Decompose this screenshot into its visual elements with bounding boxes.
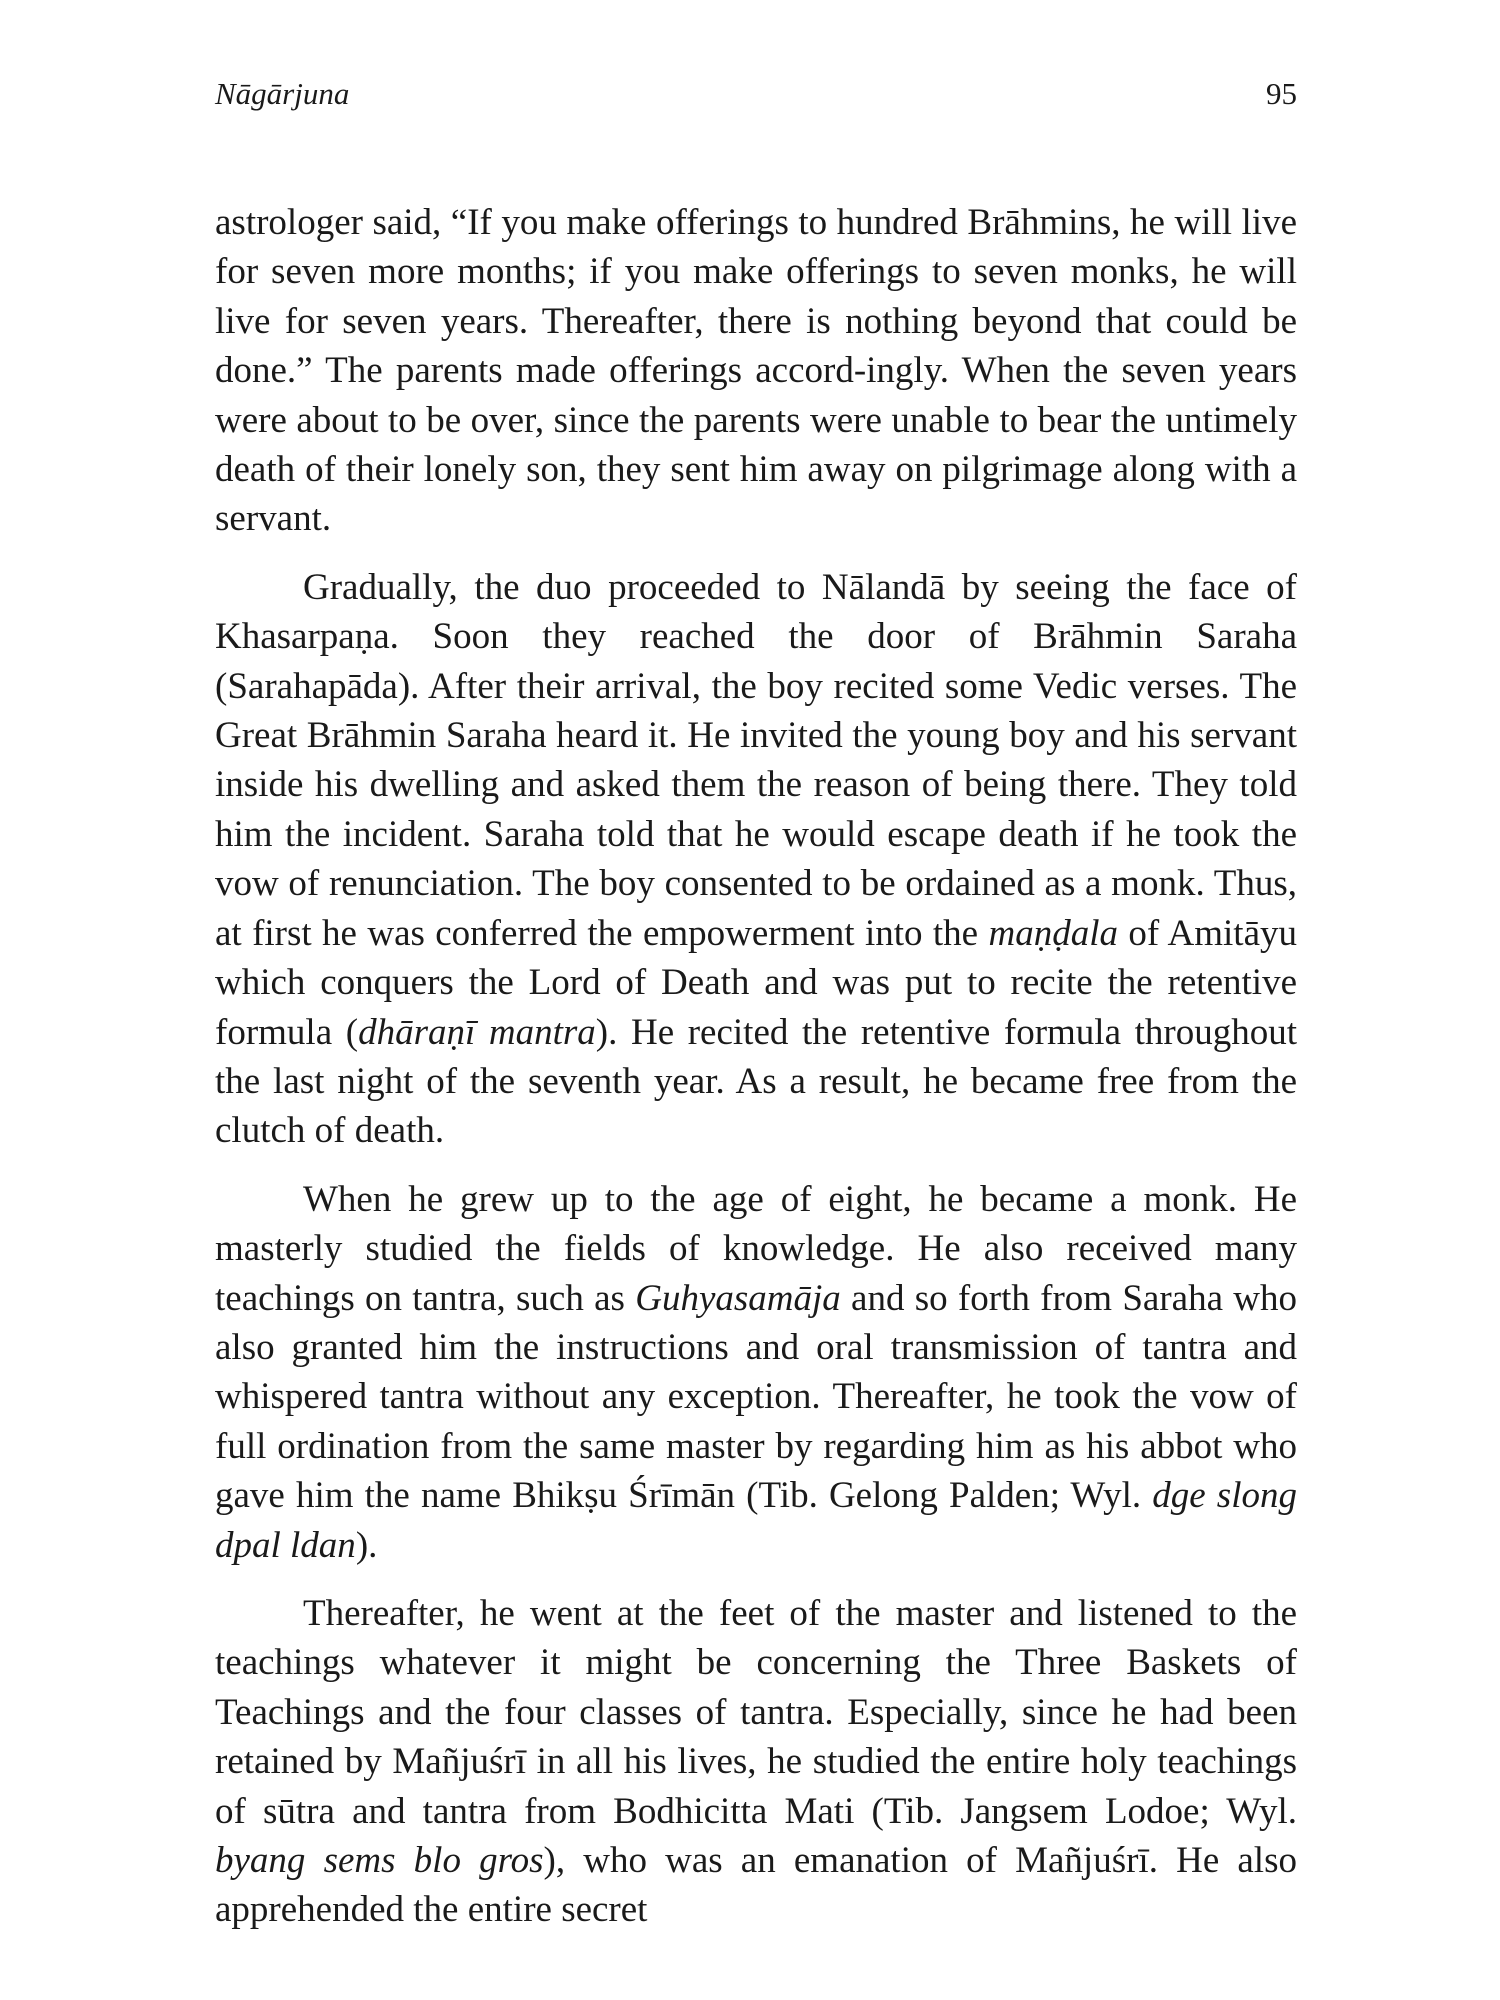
- italic-term: byang sems blo gros: [215, 1840, 544, 1881]
- text-segment: ), who was an emanation of Mañjuśrī. He also apprehended the entire secret: [215, 1840, 1297, 1931]
- text-segment: astrologer said, “If you make offerings to hundred Brāhmins, he will live for seven more months; if you make offerings to seven monks, he will live for seven years. Thereafter, there is nothing beyond that could be done.” The parents made offerings accord-ingly. When the seven years were about to be over, since the parents were unable to bear the untimely death of their lonely son, they sent him away on pilgrimage along with a servant.: [215, 202, 1297, 540]
- page-number: 95: [1266, 76, 1297, 111]
- italic-term: dge slong dpal ldan: [215, 1475, 1297, 1566]
- paragraph-1: [215, 198, 1297, 544]
- text-segment: ).: [355, 1524, 378, 1566]
- text-segment: Gradually, the duo proceeded to Nālandā by seeing the face of Khasarpaṇa. Soon they reached the door of Brāhmin Saraha (Sarahapāda). After their arrival, the boy recited some Vedic verses. The Great Brāhmin Saraha heard it. He invited the young boy and his servant inside his dwelling and asked them the reason of being there. They told him the incident. Saraha told that he would escape death if he took the vow of renunciation. The boy consented to be ordained as a monk. Thus, at first he was conferred the empowerment into the: [215, 566, 1297, 954]
- text-segment: Thereafter, he went at the feet of the master and listened to the teachings whatever it might be concerning the Three Baskets of Teachings and the four classes of tantra. Especially, since he had been retained by Mañjuśrī in all his lives, he studied the entire holy teachings of sūtra and tantra from Bodhicitta Mati (Tib. Jangsem Lodoe; Wyl.: [215, 1592, 1297, 1832]
- text-segment: of Amitāyu which conquers the Lord of Death and was put to recite the retentive formula (: [215, 912, 1297, 1053]
- text-segment: When he grew up to the age of eight, he became a monk. He masterly studied the fields of knowledge. He also received many teachings on tantra, such as: [215, 1178, 1297, 1319]
- paragraph-4: [215, 1589, 1297, 1935]
- running-header: [215, 70, 1297, 120]
- running-title: Nāgārjuna: [215, 76, 350, 111]
- paragraph-2: [215, 563, 1297, 1156]
- italic-term: maṇḍala: [988, 912, 1118, 954]
- paragraph-3: [215, 1175, 1297, 1570]
- body-text: [215, 198, 1297, 1935]
- italic-term: dhāraṇī mantra: [358, 1011, 596, 1053]
- book-page: [215, 70, 1297, 1954]
- text-segment: and so forth from Saraha who also granted him the instructions and oral transmission of tantra and whispered tantra without any exception. Thereafter, he took the vow of full ordination from the same master by regarding him as his abbot who gave him the name Bhikṣu Śrīmān (Tib. Gelong Palden; Wyl.: [215, 1277, 1297, 1517]
- text-segment: ). He recited the retentive formula throughout the last night of the seventh year. As a result, he became free from the clutch of death.: [215, 1011, 1298, 1152]
- italic-term: Guhyasamāja: [635, 1277, 841, 1319]
